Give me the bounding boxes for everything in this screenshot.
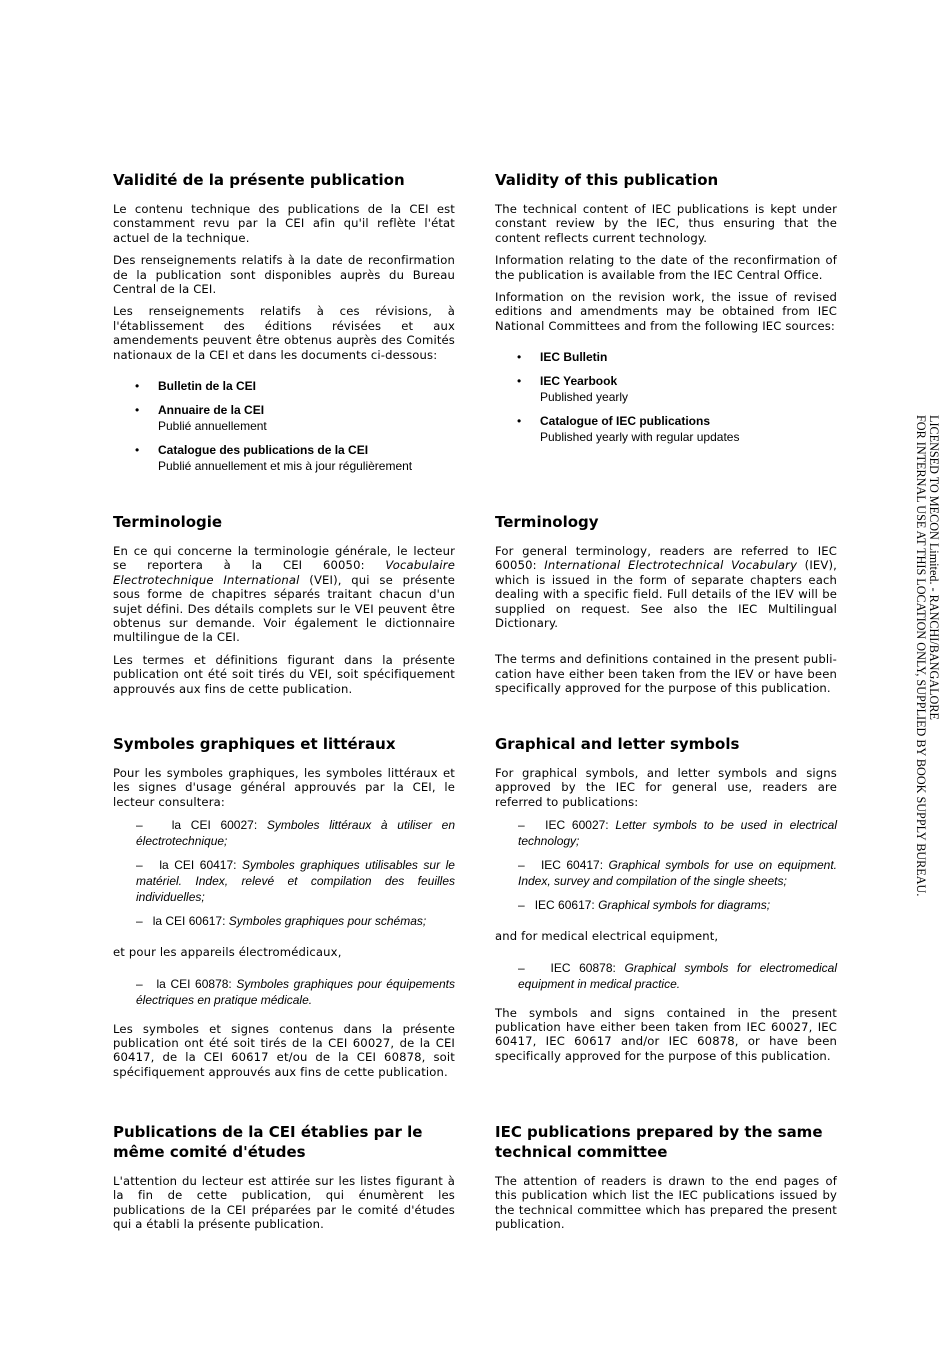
paragraph: Les termes et définitions figurant dans la présente publication ont été soit tirés du VEI, soit spécifiquement approuvés aux fins de cette publication. (113, 652, 455, 696)
bullet-icon: • (135, 379, 140, 394)
list-item (495, 413, 837, 445)
paragraph: The attention of readers is drawn to the end pages of this publication which list the IEC publications issued by the technical committee which has prepared the present publication. (495, 1174, 837, 1232)
list-item-title: Catalogue des publications de la CEI (158, 443, 369, 458)
section-heading: Symboles graphiques et littéraux (113, 735, 396, 753)
section-heading: Validité de la présente publication (113, 171, 405, 189)
list-item-title: Bulletin de la CEI (158, 379, 257, 394)
list-item: – la CEI 60878: Symboles graphiques pour équipements électriques en pratique médicale. (136, 976, 455, 1007)
bullet-icon: • (517, 374, 522, 389)
paragraph: and for medical electrical equipment, (495, 929, 719, 944)
committee-section-en (495, 1122, 837, 1240)
section-heading: Terminologie (113, 513, 223, 531)
bullet-icon: • (135, 403, 140, 418)
list-item-subtitle: Publié annuellement (158, 419, 267, 434)
reference-list (495, 817, 837, 913)
paragraph: et pour les appareils électromédicaux, (113, 945, 342, 960)
section-heading: Validity of this publication (495, 171, 719, 189)
terminology-section-en (495, 512, 837, 704)
bullet-icon: • (135, 443, 140, 458)
source-list (495, 349, 837, 445)
list-item: – la CEI 60417: Symboles graphiques utilisables sur le matériel. Index, relevé et compilation des feuilles individuelles; (136, 858, 455, 905)
bullet-icon: • (517, 414, 522, 429)
list-item-title: IEC Bulletin (540, 350, 608, 365)
list-item-subtitle: Publié annuellement et mis à jour régulièrement (158, 459, 413, 474)
paragraph: Pour les symboles graphiques, les symboles littéraux et les signes d'usage général approuvés par la CEI, le lecteur consultera: (113, 766, 455, 809)
paragraph: For general terminology, readers are referred to IEC 60050: International Electrotechnical Vocabulary (IEV), which is issued in the form of separate chapters each dealing with a specific field. Full details of the IEV will be supplied on request. See also the IEC Multilingual Dictionary. (495, 544, 837, 631)
list-item (495, 349, 837, 365)
list-item-title: IEC Yearbook (540, 374, 618, 389)
symbols-section-fr (113, 734, 455, 1087)
list-item: – la CEI 60027: Symboles littéraux à utiliser en électrotechnique; (136, 818, 455, 849)
symbols-section-en (495, 734, 837, 1071)
terminology-section-fr (113, 512, 455, 704)
list-item (113, 442, 455, 474)
section-heading: Publications de la CEI établies par le même comité d'études (113, 1123, 423, 1161)
paragraph: For graphical symbols, and letter symbols and signs approved by the IEC for general use, readers are referred to publications: (495, 766, 837, 809)
list-item: – IEC 60417: Graphical symbols for use on equipment. Index, survey and compilation of the single sheets; (518, 858, 838, 889)
list-item: – IEC 60878: Graphical symbols for electromedical equipment in medical practice. (518, 960, 837, 991)
paragraph: Information on the revision work, the issue of revised editions and amendments may be obtained from IEC National Committees and from the following IEC sources: (495, 290, 837, 333)
validity-section-en (495, 170, 837, 453)
license-line-2: FOR INTERNAL USE AT THIS LOCATION ONLY, SUPPLIED BY BOOK SUPPLY BUREAU. (914, 415, 928, 897)
reference-list (113, 817, 455, 929)
list-item: – IEC 60617: Graphical symbols for diagrams; (518, 898, 771, 913)
list-item-title: Annuaire de la CEI (158, 403, 265, 418)
section-heading: Terminology (495, 513, 599, 531)
paragraph: Le contenu technique des publications de la CEI est constamment revu par la CEI afin qu'il reflète l'état actuel de la technique. (113, 202, 455, 245)
list-item: – la CEI 60617: Symboles graphiques pour schémas; (136, 914, 427, 929)
paragraph: The terms and definitions contained in the present publi-cation have either been taken from the IEV or have been specifically approved for the purpose of this publication. (495, 652, 837, 696)
paragraph: En ce qui concerne la terminologie générale, le lecteur se reportera à la CEI 60050: Vocabulaire Electrotechnique International (VEI), qui se présente sous forme de chapitres séparés traitant chacun d'un sujet défini. Des détails complets sur le VEI peuvent être obtenus sur demande. Voir également le dictionnaire multilingue de la CEI. (113, 544, 456, 645)
bullet-icon: • (517, 350, 522, 365)
list-item-subtitle: Published yearly with regular updates (540, 430, 740, 445)
paragraph: Des renseignements relatifs à la date de reconfirmation de la publication sont disponibles auprès du Bureau Central de la CEI. (113, 253, 455, 297)
paragraph: Information relating to the date of the reconfirmation of the publication is available from the IEC Central Office. (495, 253, 837, 282)
paragraph: Les symboles et signes contenus dans la présente publication ont été soit tirés de la CEI 60027, de la CEI 60417, de la CEI 60617 et/ou de la CEI 60878, soit spécifiquement approuvés aux fins de cette publication. (113, 1021, 455, 1079)
list-item-subtitle: Published yearly (540, 390, 629, 405)
list-item (113, 402, 455, 434)
validity-section-fr (113, 170, 455, 482)
paragraph: Les renseignements relatifs à ces révisions, à l'établissement des éditions révisées et aux amendements peuvent être obtenus auprès des Comités nationaux de la CEI et dans les documents ci-dessous: (113, 304, 455, 362)
committee-section-fr (113, 1122, 455, 1240)
reference-list (113, 976, 455, 1008)
section-heading: IEC publications prepared by the same technical committee (495, 1123, 823, 1161)
list-item: – IEC 60027: Letter symbols to be used in electrical technology; (518, 818, 837, 849)
paragraph: The symbols and signs contained in the present publication have either been taken from IEC 60027, IEC 60417, IEC 60617 and/or IEC 60878, or have been specifically approved for the purpose of this publication. (495, 1005, 837, 1063)
list-item (495, 373, 837, 405)
list-item (113, 378, 455, 394)
reference-list (495, 960, 837, 992)
paragraph: The technical content of IEC publications is kept under constant review by the IEC, thus ensuring that the content reflects current technology. (495, 202, 837, 245)
license-line-1: LICENSED TO MECON Limited. - RANCHI/BANGALORE (927, 415, 941, 720)
license-notice (914, 415, 941, 935)
section-heading: Graphical and letter symbols (495, 735, 740, 753)
source-list (113, 378, 455, 474)
paragraph: L'attention du lecteur est attirée sur les listes figurant à la fin de cette publication, qui énumèrent les publications de la CEI préparées par le comité d'études qui a établi la présente publication. (113, 1174, 455, 1232)
list-item-title: Catalogue of IEC publications (540, 414, 711, 429)
